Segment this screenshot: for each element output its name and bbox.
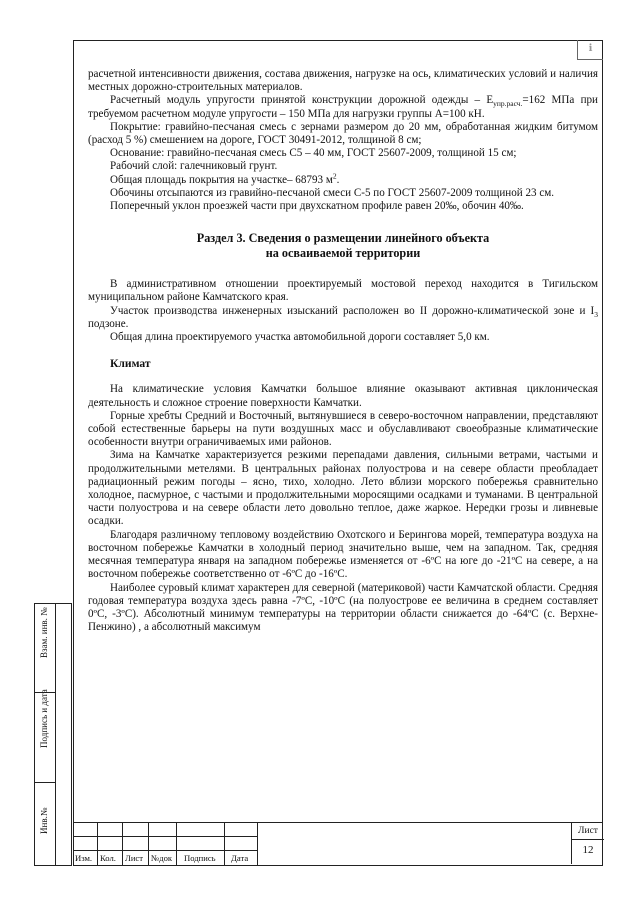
stamp-inv-no-label: Инв.№	[39, 807, 49, 834]
stamp-inv-replace-label: Взам. инв. №	[39, 607, 49, 658]
text-run: Участок производства инженерных изысканий расположен во II дорожно-климатической зоне и I	[110, 304, 595, 317]
col-data: Дата	[231, 853, 249, 863]
paragraph: Рабочий слой: галечниковый грунт.	[110, 160, 278, 173]
subscript: 3	[594, 309, 598, 319]
col-kol: Кол.	[100, 853, 116, 863]
corner-stamp: ℹ	[577, 40, 603, 60]
paragraph: Покрытие: гравийно-песчаная смесь с зернами размером до 20 мм, обработанная жидким битумом (расход 5 %) смешением на дороге, ГОСТ 30491-2012, толщиной 8 см;	[88, 120, 598, 147]
paragraph: Поперечный уклон проезжей части при двухскатном профиле равен 20‰, обочин 40‰.	[110, 200, 524, 213]
sheet-number-box	[571, 823, 603, 864]
paragraph: расчетной интенсивности движения, состава движения, нагрузке на ось, климатических условий и наличия местных дорожно-строительных материалов.	[88, 68, 598, 94]
text-run: Общая площадь покрытия на участке– 68793 м	[110, 173, 333, 186]
section-title: на осваиваемой территории	[265, 245, 421, 260]
side-stamp	[34, 603, 72, 866]
col-list: Лист	[125, 853, 143, 863]
paragraph: Благодаря различному тепловому воздействию Охотского и Берингова морей, температура воздуха на восточном побережье Камчатки в холодный период значительно выше, чем на западном. Так, средняя месячная температура января на западном побережье изменяется от -6ºС на юге до -21ºС на севере, а на восточном побережье соответственно от -6ºС до -16ºС.	[88, 528, 598, 581]
col-ndok: №док	[151, 853, 173, 863]
text-run: Расчетный модуль упругости принятой конструкции дорожной одежды – Е	[110, 94, 494, 107]
paragraph: В административном отношении проектируемый мостовой переход находится в Тигильском муниципальном районе Камчатского края.	[88, 278, 598, 304]
subsection-heading: Климат	[110, 357, 151, 371]
stamp-signature-date-label: Подпись и дата	[39, 689, 49, 748]
paragraph: Наиболее суровый климат характерен для северной (материковой) части Камчатской области. Средняя годовая температура воздуха здесь равна -7ºС, -10ºС (на полуострове ее величина в среднем составляет 0ºС, -3ºС). Абсолютный минимум температуры на территории области снижается до -64ºС (с. Верхне-Пенжино) , а абсолютный максимум	[88, 581, 598, 634]
paragraph: Обочины отсыпаются из гравийно-песчаной смеси С-5 по ГОСТ 25607-2009 толщиной 23 см.	[110, 186, 555, 199]
text-run: =162 МПа при требуемом расчетном модуле упругости – 150 МПа для нагрузки группы А=100 кН.	[88, 94, 598, 120]
title-block	[73, 822, 603, 866]
paragraph: На климатические условия Камчатки большое влияние оказывают активная циклоническая деятельность и сложное строение поверхности Камчатки.	[88, 383, 598, 409]
col-podpis: Подпись	[184, 853, 216, 863]
sheet-label: Лист	[578, 826, 598, 836]
superscript: 2	[332, 170, 337, 180]
section-title: Раздел 3. Сведения о размещении линейного объекта	[196, 231, 490, 246]
sheet-number: 12	[582, 844, 594, 856]
text-run: .	[336, 173, 340, 186]
col-izm: Изм.	[75, 853, 93, 863]
paragraph	[88, 305, 598, 331]
subscript: упр.расч.	[493, 99, 523, 109]
paragraph	[88, 94, 598, 120]
paragraph: Общая длина проектируемого участка автомобильной дороги составляет 5,0 км.	[110, 331, 490, 344]
document-body	[88, 68, 598, 634]
paragraph	[88, 170, 598, 187]
paragraph: Основание: гравийно-песчаная смесь С5 – 40 мм, ГОСТ 25607-2009, толщиной 15 см;	[110, 147, 517, 160]
text-run: подзоне.	[88, 317, 129, 330]
paragraph: Горные хребты Средний и Восточный, вытянувшиеся в северо-восточном направлении, представляют собой естественные барьеры на пути воздушных масс и обуславливают своеобразные климатические особенности внутри ограничиваемых ими районов.	[88, 409, 598, 449]
paragraph: Зима на Камчатке характеризуется резкими перепадами давления, сильными ветрами, частыми и продолжительными метелями. В центральных районах полуострова и на севере области преобладает радиационный режим погоды – ясно, тихо, холодно. Лето вблизи морского побережья сравнительно холодное, пасмурное, с частыми и продолжительными моросящими осадками и туманами. В центральной части полуострова и на севере области лето довольно теплое, даже жаркое. Нередки грозы и ливневые осадки.	[88, 449, 598, 528]
